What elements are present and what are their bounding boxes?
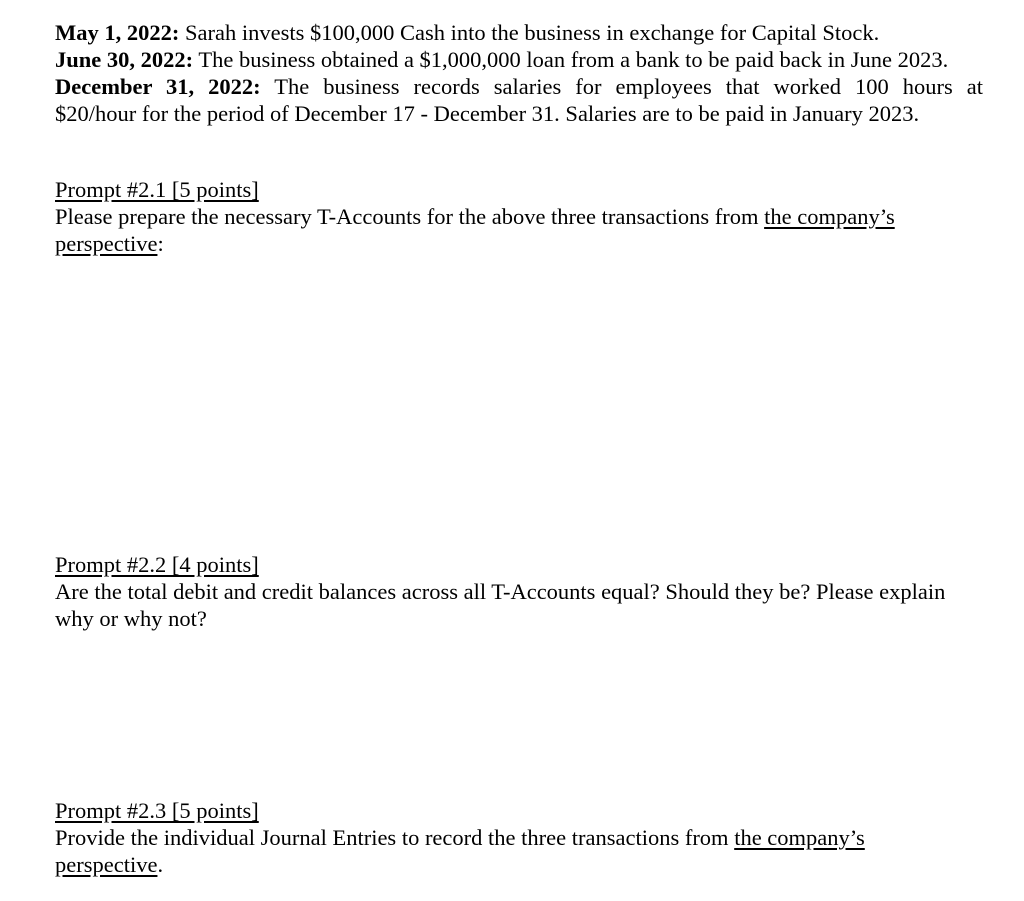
underlined-phrase: the company’s bbox=[734, 825, 865, 850]
underlined-phrase: perspective bbox=[55, 231, 158, 256]
underlined-phrase: the company’s bbox=[764, 204, 895, 229]
transaction-june-30 bbox=[55, 46, 983, 73]
transactions-section bbox=[55, 19, 983, 127]
transaction-date: December 31, 2022: bbox=[55, 74, 261, 99]
prompt-text: Provide the individual Journal Entries to record the three transactions from bbox=[55, 825, 735, 850]
prompt-body-line bbox=[55, 851, 983, 878]
prompt-heading bbox=[55, 176, 983, 203]
transaction-may-1 bbox=[55, 19, 983, 46]
prompt-body-line: why or why not? bbox=[55, 606, 207, 631]
prompt-2-3-section bbox=[55, 797, 983, 878]
prompt-text: . bbox=[157, 852, 164, 877]
transaction-date: June 30, 2022: bbox=[55, 47, 194, 72]
prompt-text: Please prepare the necessary T-Accounts for the above three transactions from bbox=[55, 204, 765, 229]
prompt-body-line bbox=[55, 824, 983, 851]
transaction-date: May 1, 2022: bbox=[55, 20, 180, 45]
transaction-december-31 bbox=[55, 73, 983, 100]
transaction-text: Sarah invests $100,000 Cash into the business in exchange for Capital Stock. bbox=[179, 20, 880, 45]
prompt-heading-text: Prompt #2.1 [5 points] bbox=[55, 177, 259, 202]
prompt-heading-text: Prompt #2.3 [5 points] bbox=[55, 798, 259, 823]
prompt-heading bbox=[55, 551, 983, 578]
prompt-text: : bbox=[157, 231, 164, 256]
prompt-2-2-section bbox=[55, 551, 983, 632]
prompt-body-line bbox=[55, 203, 983, 230]
transaction-text: The business records salaries for employees that worked 100 hours at bbox=[260, 74, 984, 99]
underlined-phrase: perspective bbox=[55, 852, 158, 877]
transaction-december-31-continued bbox=[55, 100, 983, 127]
prompt-2-1-section bbox=[55, 176, 983, 257]
prompt-heading bbox=[55, 797, 983, 824]
prompt-body-line: Are the total debit and credit balances across all T-Accounts equal? Should they be? Please explain bbox=[55, 579, 946, 604]
prompt-body-line bbox=[55, 230, 983, 257]
transaction-text: $20/hour for the period of December 17 - December 31. Salaries are to be paid in January 2023. bbox=[55, 101, 920, 126]
prompt-heading-text: Prompt #2.2 [4 points] bbox=[55, 552, 259, 577]
transaction-text: The business obtained a $1,000,000 loan from a bank to be paid back in June 2023. bbox=[193, 47, 949, 72]
